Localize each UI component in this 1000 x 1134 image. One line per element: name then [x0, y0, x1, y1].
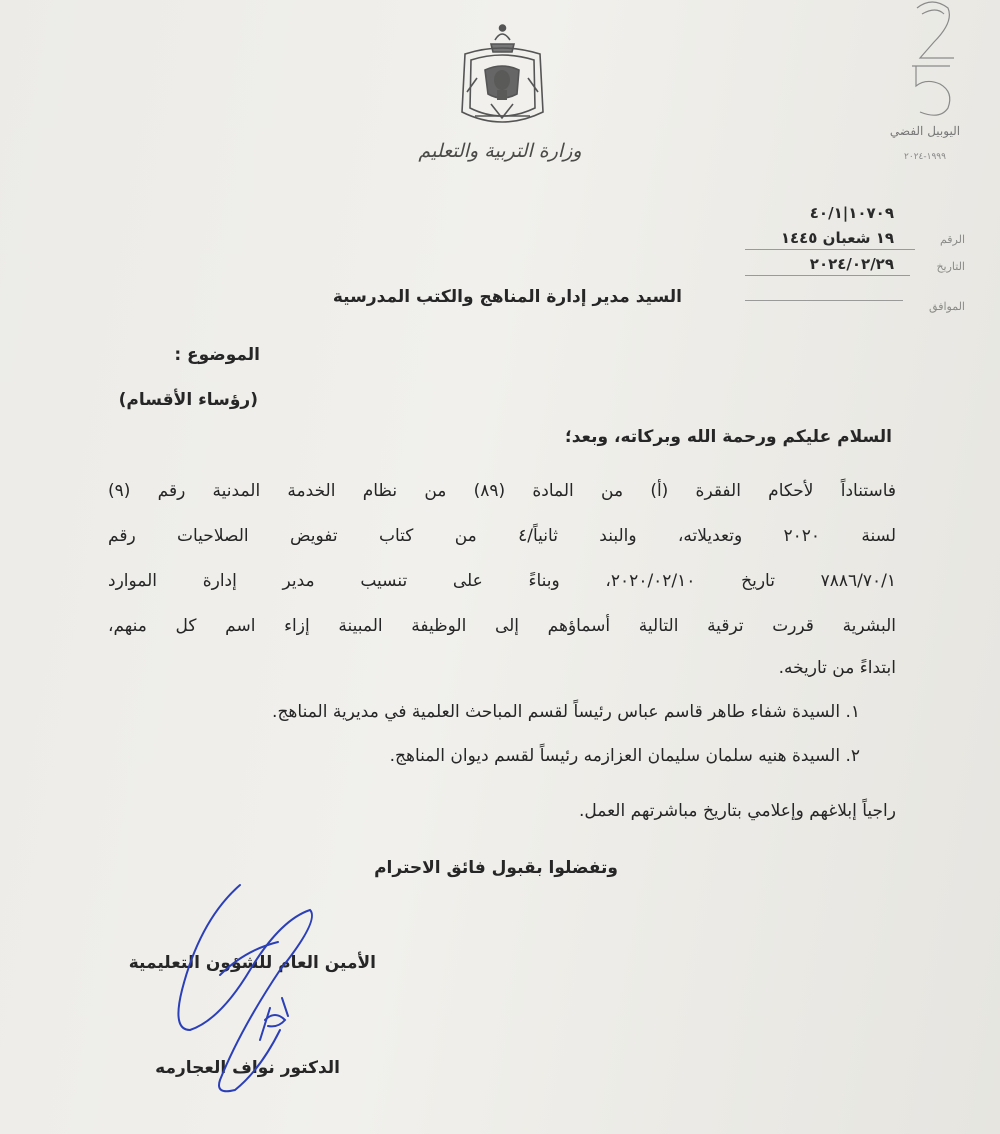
subject-label: الموضوع :	[174, 345, 260, 365]
handwritten-signature	[160, 880, 360, 1100]
anniversary-name: اليوبيل الفضي	[889, 124, 961, 138]
date-label: التاريخ	[936, 260, 965, 273]
reference-number: ١٠٧٠٩|٤٠/١	[809, 204, 894, 222]
reference-number-label: الرقم	[939, 233, 965, 246]
date-line	[745, 275, 910, 276]
closing: وتفضلوا بقبول فائق الاحترام	[374, 858, 618, 878]
corresponding-label: الموافق	[929, 300, 965, 313]
list-item: ١. السيدة شفاء طاهر قاسم عباس رئيساً لقسم المباحث العلمية في مديرية المناهج.	[272, 702, 860, 722]
hijri-date: ١٩ شعبان ١٤٤٥	[780, 229, 894, 247]
body-line: لسنة ٢٠٢٠ وتعديلاته، والبند ثانياً/٤ من كتاب تفويض الصلاحيات رقم	[108, 526, 896, 546]
body-line: ابتداءً من تاريخه.	[778, 658, 896, 678]
subject: (رؤساء الأقسام)	[118, 390, 258, 410]
coat-of-arms-icon	[455, 20, 550, 138]
number-line	[745, 249, 915, 250]
signatory-name: الدكتور نواف العجارمه	[155, 1058, 340, 1078]
list-item: ٢. السيدة هنيه سلمان سليمان العزازمه رئيساً لقسم ديوان المناهج.	[389, 746, 860, 766]
corresponding-line	[745, 300, 903, 301]
body-line: ٧٨٨٦/٧٠/١ تاريخ ٢٠٢٠/٠٢/١٠، وبناءً على تنسيب مدير إدارة الموارد	[108, 571, 897, 591]
recipient: السيد مدير إدارة المناهج والكتب المدرسية	[332, 287, 682, 307]
body-line: فاستناداً لأحكام الفقرة (أ) من المادة (٨٩) من نظام الخدمة المدنية رقم (٩)	[108, 481, 897, 501]
gregorian-date: ٢٠٢٤/٠٢/٢٩	[809, 255, 894, 273]
greeting: السلام عليكم ورحمة الله وبركاته، وبعد؛	[564, 427, 892, 447]
ministry-name: وزارة التربية والتعليم	[418, 140, 582, 162]
body-line: البشرية قررت ترقية التالية أسماؤهم إلى الوظيفة المبينة إزاء اسم كل منهم،	[108, 616, 896, 636]
silver-jubilee-logo	[882, 0, 982, 175]
request-line: راجياً إبلاغهم وإعلامي بتاريخ مباشرتهم العمل.	[579, 801, 896, 821]
signatory-title: الأمين العام للشؤون التعليمية	[128, 953, 376, 973]
anniversary-years: ١٩٩٩-٢٠٢٤	[904, 152, 946, 162]
